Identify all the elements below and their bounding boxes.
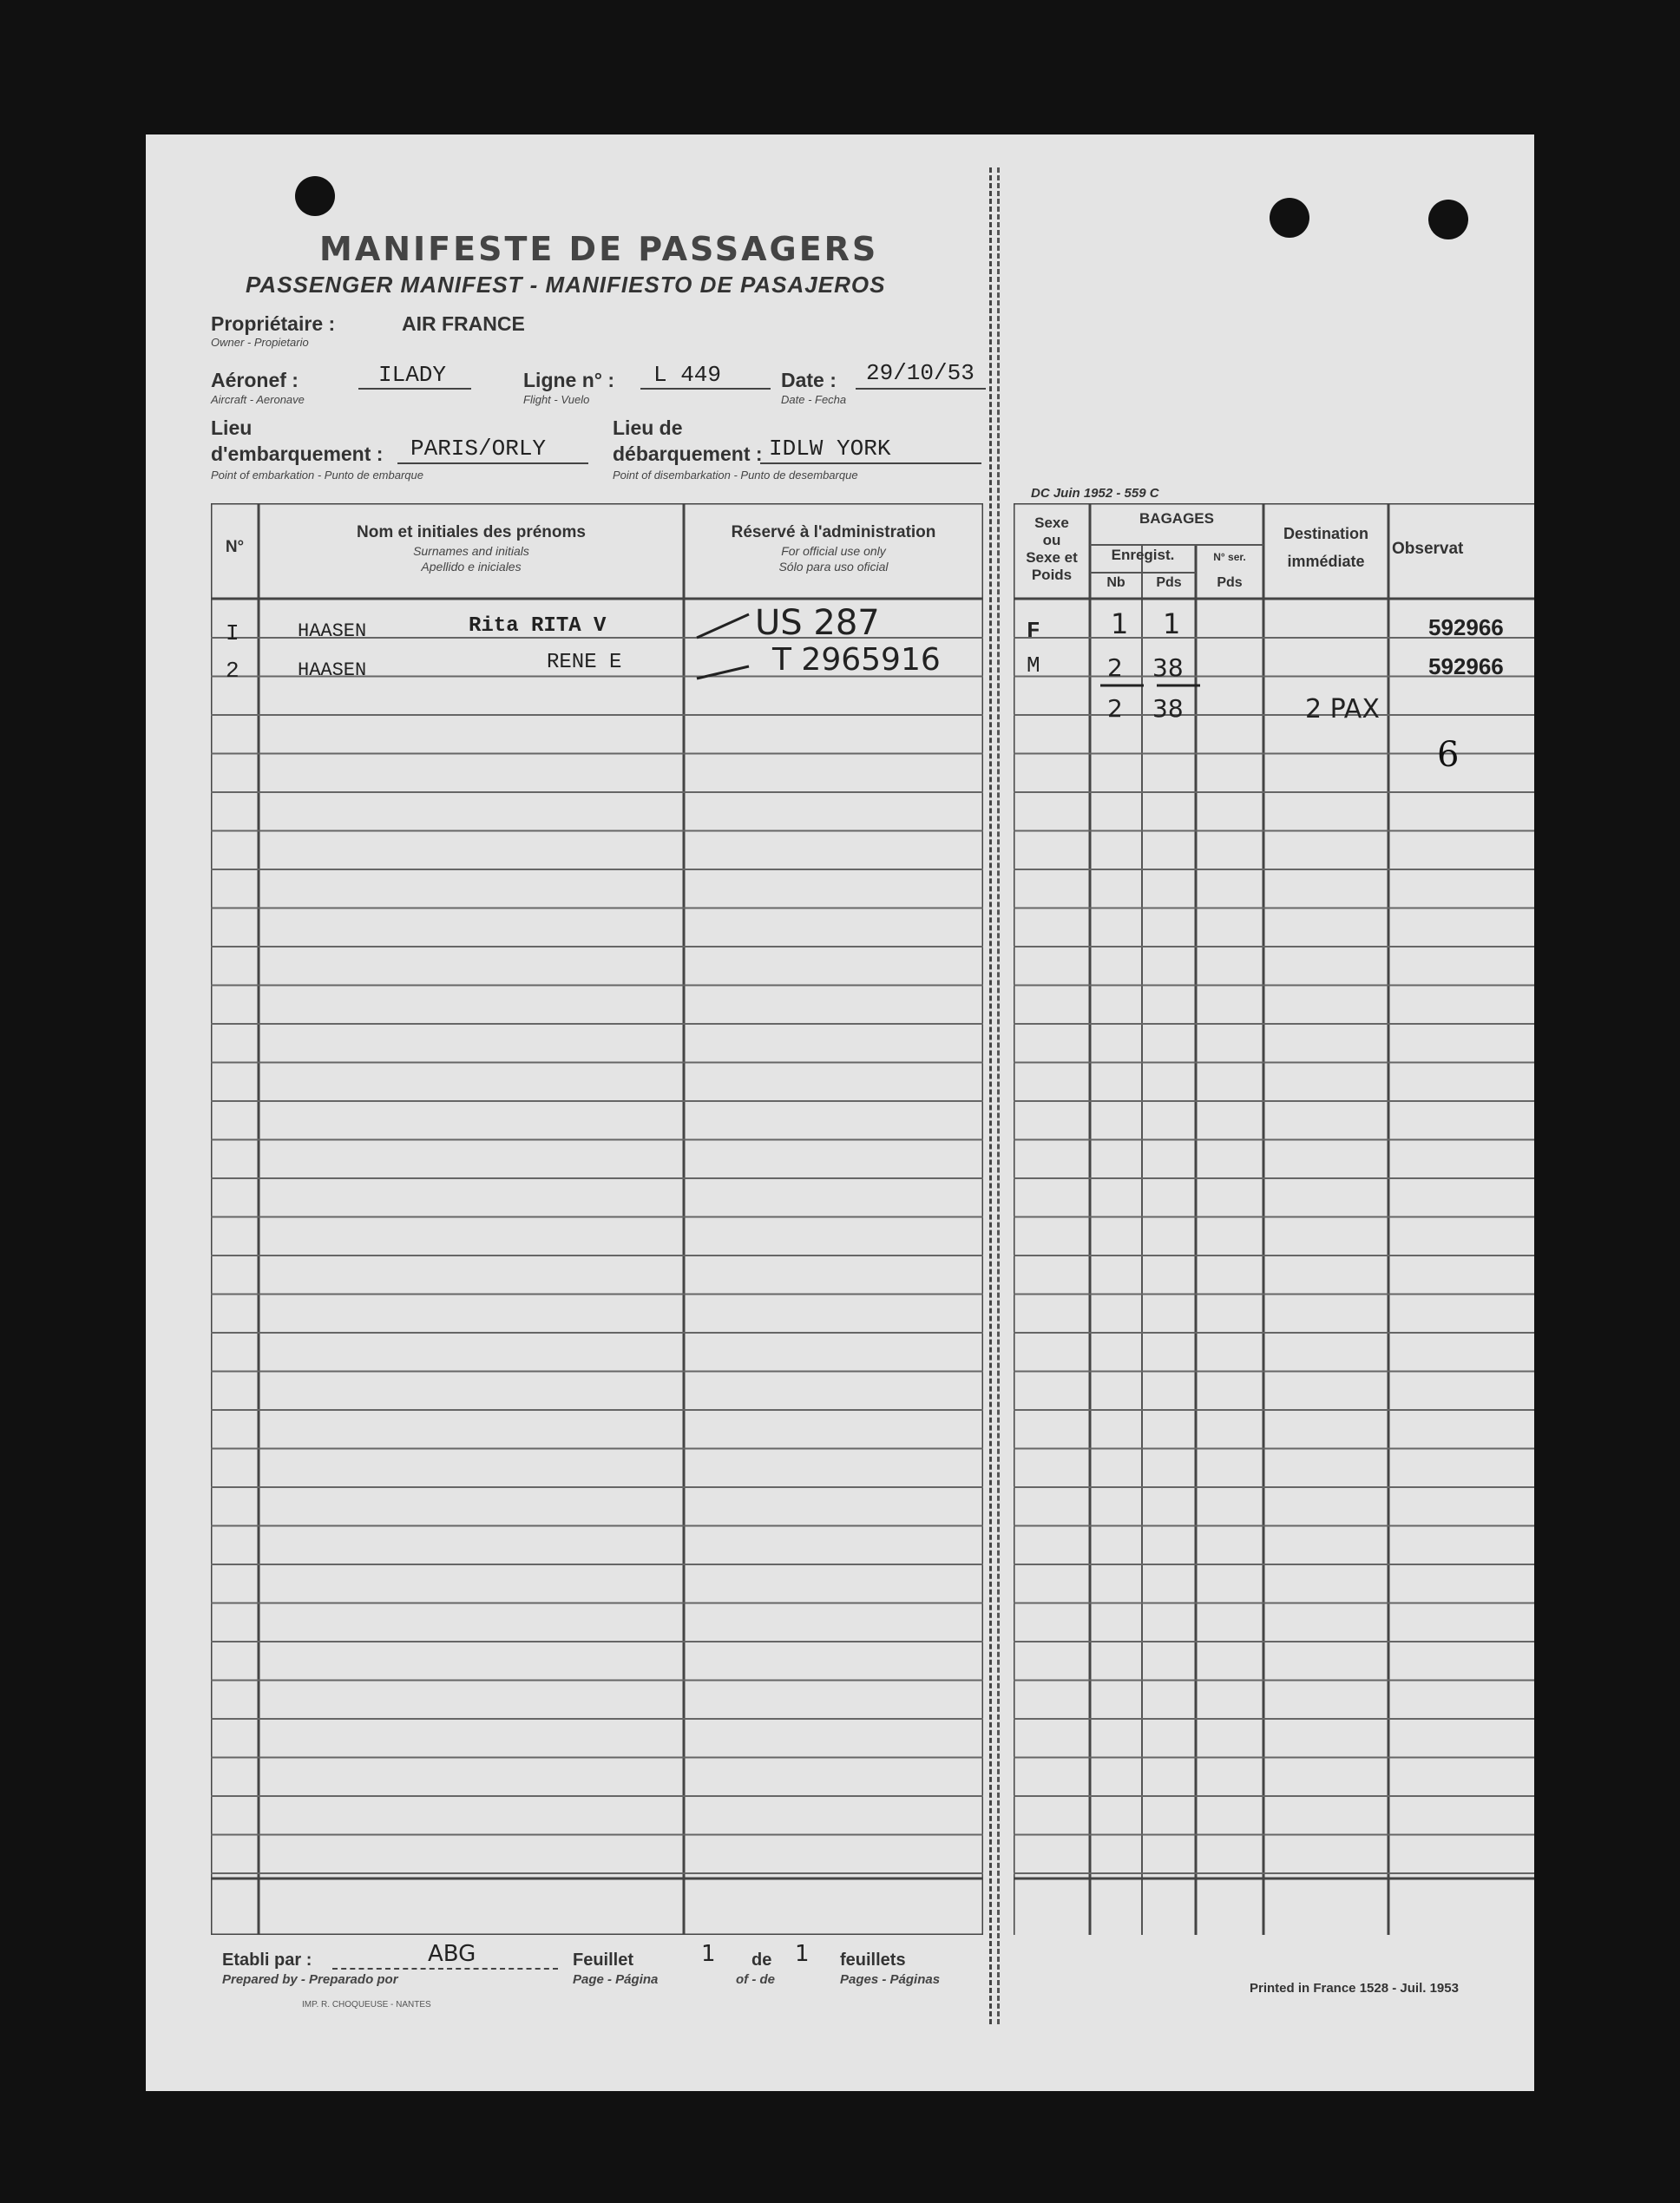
row-2-nb: 2 [1107,653,1123,682]
col-header-dest-2: immédiate [1287,553,1365,570]
obs-extra: 6 [1437,735,1460,775]
total-dest: 2 PAX [1305,694,1380,724]
page-title: MANIFESTE DE PASSAGERS [319,230,879,268]
underline-marks [1100,677,1204,694]
embarkation-sub: Point of embarkation - Punto de embarque [211,469,423,482]
of-label: de [751,1951,772,1970]
date-label: Date : [781,369,837,391]
total-pds: 38 [1152,694,1184,723]
row-2-obs: 592966 [1428,653,1504,679]
row-1-nb: 1 [1111,607,1129,640]
sheets-label: feuillets [840,1951,906,1970]
prepared-label: Etabli par : [222,1951,312,1970]
col-header-admin-sub2: Sólo para uso oficial [778,560,889,574]
row-2-no: 2 [226,658,240,684]
row-1-no: I [226,620,240,646]
sheet-number: 1 [701,1941,716,1967]
col-header-bagages: BAGAGES [1139,510,1214,527]
col-header-sex-2: ou [1042,532,1061,548]
manifest-sheet [146,134,1534,2091]
disembarkation-label-1: Lieu de [613,416,683,439]
row-2-pds: 38 [1152,653,1184,682]
col-header-no: N° [225,538,245,556]
sheets-sub: Pages - Páginas [840,1972,941,1987]
flight-label: Ligne n° : [523,369,615,391]
col-header-obs: Observat [1392,540,1464,558]
col-header-name-sub2: Apellido e iniciales [421,560,522,574]
date-sub: Date - Fecha [781,393,847,406]
owner-sub: Owner - Propietario [211,336,309,349]
embarkation-label-1: Lieu [211,416,253,439]
col-header-enreg: Enregist. [1111,547,1175,563]
row-2-surname: HAASEN [298,659,367,681]
aircraft-value: ILADY [378,362,447,388]
date-value: 29/10/53 [866,360,975,386]
sheet-sub: Page - Página [573,1972,659,1987]
row-1-pds: 1 [1163,607,1181,640]
aircraft-sub: Aircraft - Aeronave [211,393,305,406]
owner-value: AIR FRANCE [402,312,525,335]
row-1-surname: HAASEN [298,620,367,642]
col-header-sex-3: Sexe et [1026,549,1078,566]
col-header-nb: Nb [1106,575,1125,590]
form-code: DC Juin 1952 - 559 C [1031,486,1159,501]
row-2-sex: M [1027,652,1040,679]
of-sub: of - de [736,1972,775,1987]
col-header-sex-1: Sexe [1034,515,1069,531]
prepared-value: ABG [428,1941,476,1967]
flight-sub: Flight - Vuelo [523,393,590,406]
disembarkation-value: IDLW YORK [769,436,891,462]
disembarkation-sub: Point of disembarkation - Punto de desembarque [613,469,858,482]
col-header-name: Nom et initiales des prénoms [357,523,586,541]
col-header-pds2: Pds [1217,575,1243,590]
col-header-admin-sub1: For official use only [781,544,886,558]
perforation-line [989,167,1000,2024]
printed-in-france: Printed in France 1528 - Juil. 1953 [1250,1981,1459,1996]
row-2-given: RENE E [547,651,622,674]
col-header-sex-4: Poids [1031,567,1073,583]
col-header-name-sub1: Surnames and initials [413,544,529,558]
prepared-sub: Prepared by - Preparado por [222,1972,398,1987]
row-1-admin: US 287 [755,603,880,643]
row-2-admin: T 2965916 [772,642,941,678]
check-marks [688,607,758,694]
disembarkation-label-2: débarquement : [613,443,763,465]
row-1-sex: F [1027,618,1040,644]
flight-value: L 449 [653,362,722,388]
row-1-obs: 592966 [1428,614,1504,640]
page-subtitle: PASSENGER MANIFEST - MANIFIESTO DE PASAJEROS [246,272,886,298]
punch-hole-right-1 [1270,198,1309,238]
total-nb: 2 [1107,694,1123,723]
punch-hole-right-2 [1428,200,1468,239]
sheet-label: Feuillet [573,1951,634,1970]
owner-label: Propriétaire : [211,312,336,335]
aircraft-label: Aéronef : [211,369,299,391]
row-1-given: Rita RITA V [469,614,607,638]
col-header-dest-1: Destination [1283,525,1368,542]
right-table-grid [1014,503,1534,1935]
col-header-admin: Réservé à l'administration [731,523,936,541]
col-header-nser: N° ser. [1213,551,1246,563]
sheet-total: 1 [795,1941,810,1967]
embarkation-value: PARIS/ORLY [410,436,547,462]
left-table-grid [211,503,983,1935]
embarkation-label-2: d'embarquement : [211,443,384,465]
printer-imprint: IMP. R. CHOQUEUSE - NANTES [302,2000,431,2010]
punch-hole-left [295,176,335,216]
col-header-pds: Pds [1156,575,1182,590]
